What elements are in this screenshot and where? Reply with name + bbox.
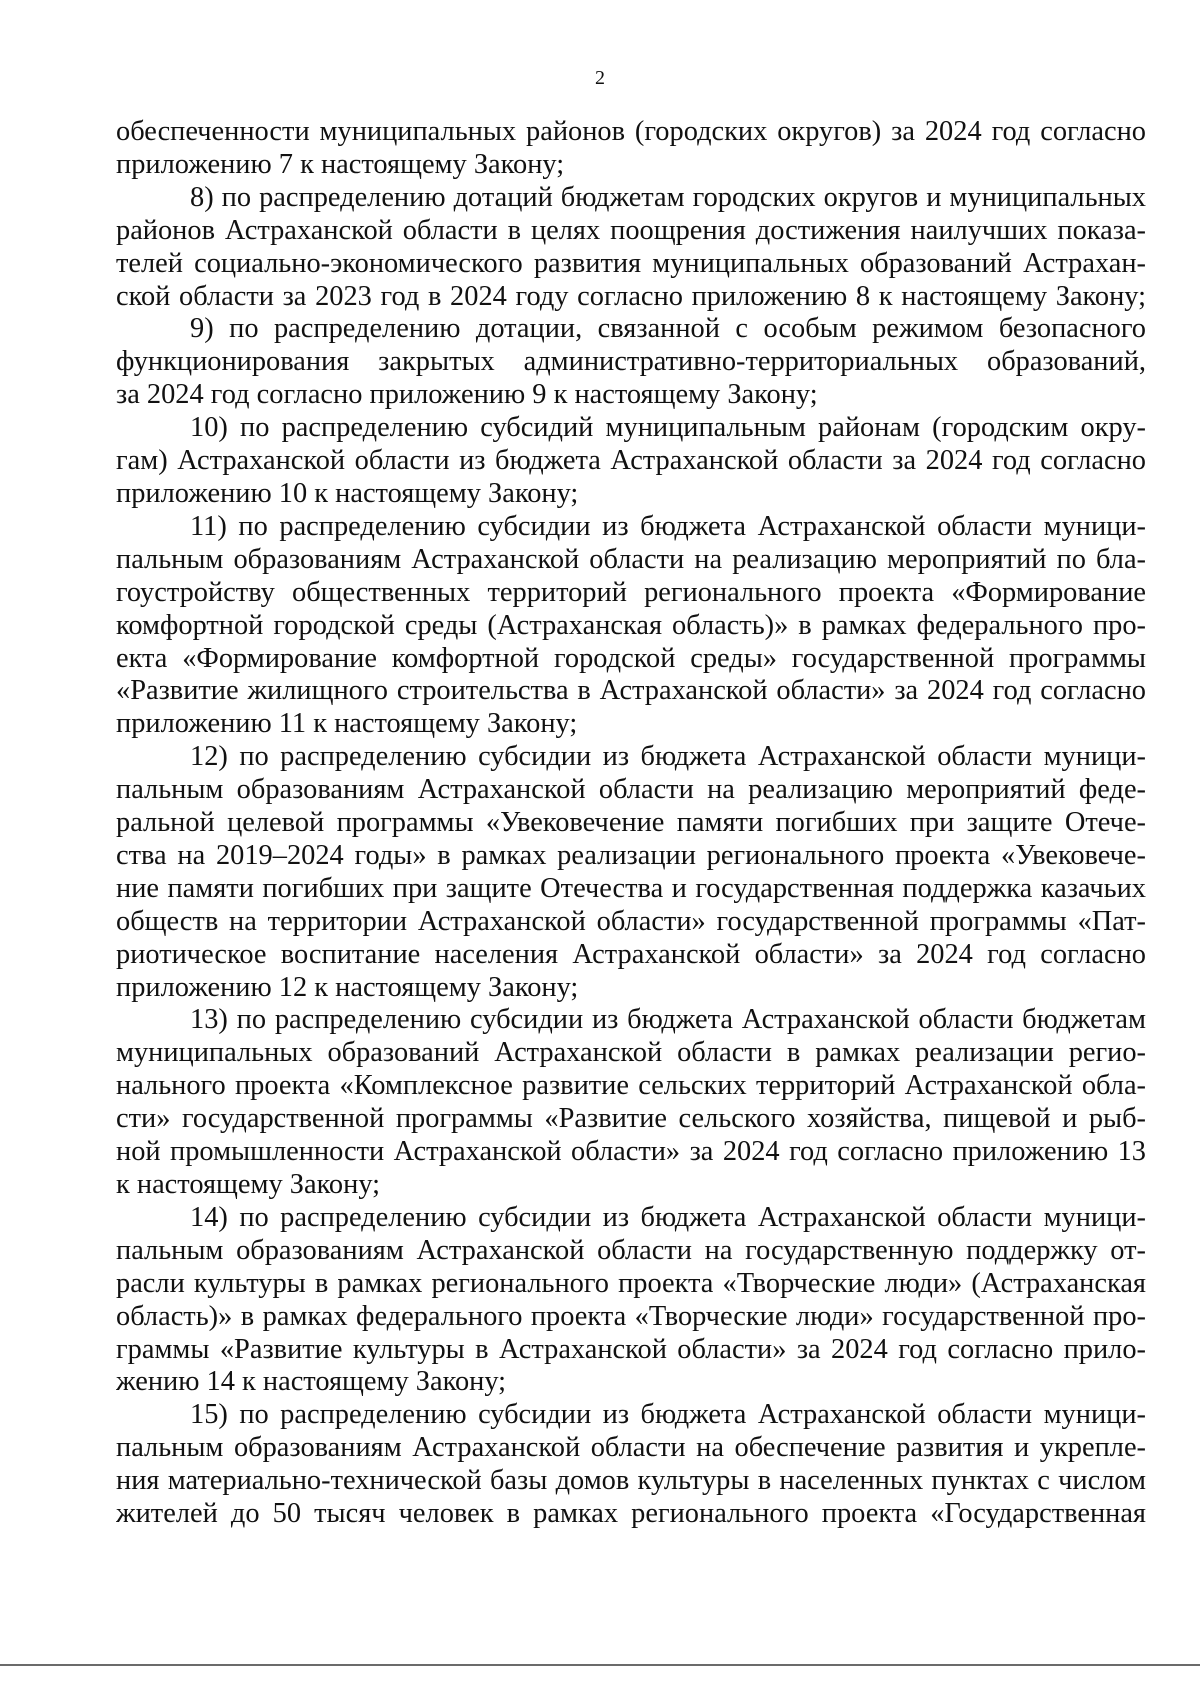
text-line: 13) по распределению субсидии из бюджета Астраханской области бюджетам xyxy=(190,1004,1146,1036)
text-line: пальным образованиям Астраханской области на обеспечение развития и укрепле- xyxy=(116,1432,1146,1464)
document-body xyxy=(116,116,1146,1531)
text-line: 8) по распределению дотаций бюджетам городских округов и муниципальных xyxy=(190,181,1146,213)
text-line: функционирования закрытых административно-территориальных образований, xyxy=(116,346,1146,378)
text-line: жителей до 50 тысяч человек в рамках регионального проекта «Государственная xyxy=(116,1498,1146,1530)
text-line: к настоящему Закону; xyxy=(116,1169,381,1200)
text-line: пальным образованиям Астраханской области на реализацию мероприятий феде- xyxy=(116,774,1146,806)
text-line: районов Астраханской области в целях поощрения достижения наилучших показа- xyxy=(116,214,1146,246)
text-line: приложению 12 к настоящему Закону; xyxy=(116,971,579,1003)
text-line: жению 14 к настоящему Закону; xyxy=(116,1366,507,1398)
text-line: риотическое воспитание населения Астраханской области» за 2024 год согласно xyxy=(116,938,1146,970)
text-line: обществ на территории Астраханской области» государственной программы «Пат- xyxy=(116,905,1146,937)
text-line: приложению 11 к настоящему Закону; xyxy=(116,708,578,740)
text-line: ской области за 2023 год в 2024 году согласно приложению 8 к настоящему Закону; xyxy=(116,280,1146,312)
text-line: 12) по распределению субсидии из бюджета Астраханской области муници- xyxy=(190,741,1146,773)
text-line: ния материально-технической базы домов культуры в населенных пунктах с числом xyxy=(116,1465,1146,1497)
text-line: ральной целевой программы «Увековечение памяти погибших при защите Отече- xyxy=(116,807,1146,839)
text-line: пальным образованиям Астраханской области на государственную поддержку от- xyxy=(116,1234,1146,1266)
text-line: екта «Формирование комфортной городской среды» государственной программы xyxy=(116,642,1146,674)
text-line: ства на 2019–2024 годы» в рамках реализации регионального проекта «Увековече- xyxy=(116,839,1146,871)
text-line: 14) по распределению субсидии из бюджета Астраханской области муници- xyxy=(190,1201,1146,1233)
text-line: приложению 10 к настоящему Закону; xyxy=(116,477,579,509)
text-line: за 2024 год согласно приложению 9 к настоящему Закону; xyxy=(116,379,818,411)
text-line: ние памяти погибших при защите Отечества и государственная поддержка казачьих xyxy=(116,872,1146,904)
text-line: сти» государственной программы «Развитие сельского хозяйства, пищевой и рыб- xyxy=(116,1103,1146,1135)
page-number: 2 xyxy=(595,67,605,89)
text-line: 11) по распределению субсидии из бюджета Астраханской области муници- xyxy=(190,510,1146,542)
text-line: муниципальных образований Астраханской области в рамках реализации регио- xyxy=(116,1037,1146,1069)
text-line: ной промышленности Астраханской области» за 2024 год согласно приложению 13 xyxy=(116,1136,1146,1168)
text-line: нального проекта «Комплексное развитие сельских территорий Астраханской обла- xyxy=(116,1070,1146,1102)
text-line: 9) по распределению дотации, связанной с особым режимом безопасного xyxy=(190,313,1146,345)
text-line: телей социально-экономического развития муниципальных образований Астрахан- xyxy=(116,247,1146,279)
text-line: 10) по распределению субсидий муниципальным районам (городским окру- xyxy=(190,412,1146,444)
scan-edge-line xyxy=(0,1664,1200,1666)
text-line: приложению 7 к настоящему Закону; xyxy=(116,148,565,180)
text-line: обеспеченности муниципальных районов (городских округов) за 2024 год согласно xyxy=(116,116,1146,147)
text-line: граммы «Развитие культуры в Астраханской области» за 2024 год согласно прило- xyxy=(116,1333,1146,1365)
text-line: расли культуры в рамках регионального проекта «Творческие люди» (Астраханская xyxy=(116,1267,1146,1299)
text-line: пальным образованиям Астраханской области на реализацию мероприятий по бла- xyxy=(116,543,1146,575)
text-line: комфортной городской среды (Астраханская область)» в рамках федерального про- xyxy=(116,609,1146,641)
text-line: гоустройству общественных территорий регионального проекта «Формирование xyxy=(116,576,1146,608)
text-line: 15) по распределению субсидии из бюджета Астраханской области муници- xyxy=(190,1399,1146,1431)
text-line: гам) Астраханской области из бюджета Астраханской области за 2024 год согласно xyxy=(116,445,1146,477)
text-line: «Развитие жилищного строительства в Астраханской области» за 2024 год согласно xyxy=(116,675,1146,707)
text-line: область)» в рамках федерального проекта «Творческие люди» государственной про- xyxy=(116,1300,1146,1332)
